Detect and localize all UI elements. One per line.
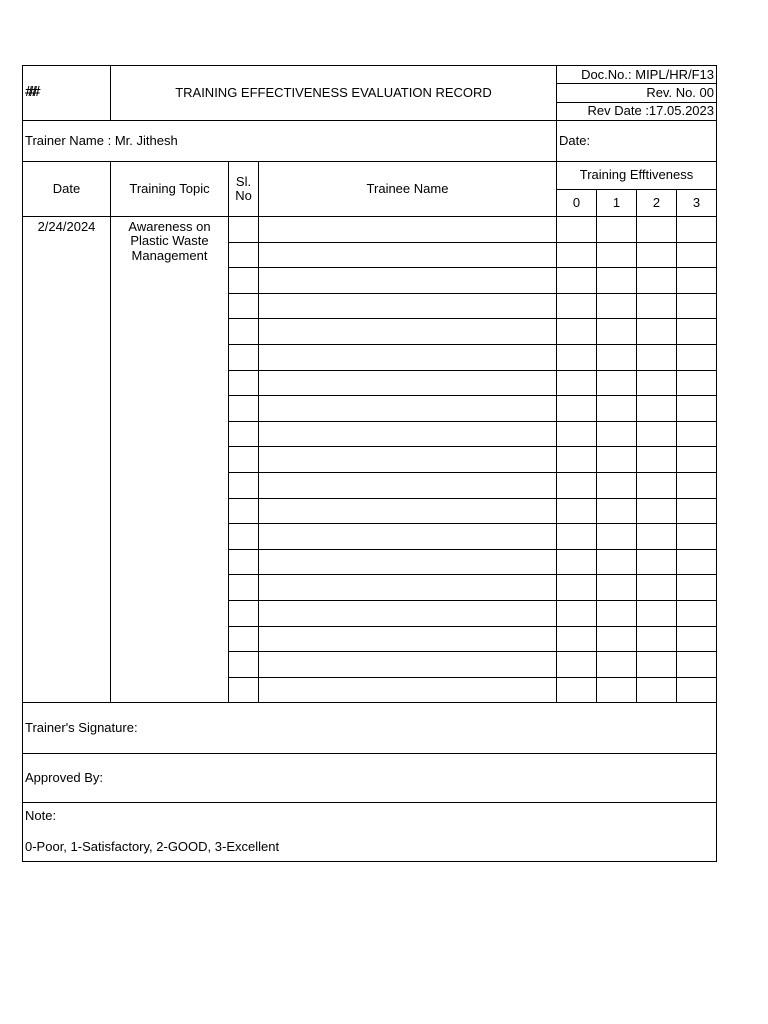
score-cell-3[interactable]: [677, 472, 717, 498]
evaluation-table: [22, 65, 717, 862]
score-cell-0[interactable]: [557, 344, 597, 370]
score-cell-3[interactable]: [677, 217, 717, 243]
score-header-3: 3: [677, 190, 717, 217]
score-cell-2[interactable]: [637, 319, 677, 345]
score-cell-0[interactable]: [557, 217, 597, 243]
score-cell-3[interactable]: [677, 268, 717, 294]
slno-cell[interactable]: [229, 524, 259, 550]
score-cell-3[interactable]: [677, 677, 717, 703]
score-cell-2[interactable]: [637, 524, 677, 550]
slno-cell[interactable]: [229, 600, 259, 626]
score-cell-3[interactable]: [677, 242, 717, 268]
trainee-name-cell[interactable]: [259, 370, 557, 396]
trainee-column-header: Trainee Name: [259, 162, 557, 217]
score-cell-2[interactable]: [637, 677, 677, 703]
trainee-name-cell[interactable]: [259, 293, 557, 319]
trainee-name-cell[interactable]: [259, 472, 557, 498]
trainee-name-cell[interactable]: [259, 396, 557, 422]
slno-cell[interactable]: [229, 472, 259, 498]
score-cell-1[interactable]: [597, 626, 637, 652]
score-cell-0[interactable]: [557, 370, 597, 396]
score-header-2: 2: [637, 190, 677, 217]
score-cell-2[interactable]: [637, 472, 677, 498]
score-cell-0[interactable]: [557, 524, 597, 550]
score-cell-3[interactable]: [677, 293, 717, 319]
score-cell-0[interactable]: [557, 447, 597, 473]
training-date-value: 2/24/2024: [23, 217, 111, 703]
trainee-name-cell[interactable]: [259, 524, 557, 550]
trainee-name-cell[interactable]: [259, 575, 557, 601]
score-cell-2[interactable]: [637, 498, 677, 524]
score-header-0: 0: [557, 190, 597, 217]
score-cell-2[interactable]: [637, 600, 677, 626]
trainee-name-cell[interactable]: [259, 344, 557, 370]
score-cell-3[interactable]: [677, 524, 717, 550]
score-cell-3[interactable]: [677, 549, 717, 575]
score-cell-1[interactable]: [597, 600, 637, 626]
entry-rows: [23, 217, 717, 703]
trainee-name-cell[interactable]: [259, 626, 557, 652]
score-cell-2[interactable]: [637, 268, 677, 294]
score-cell-1[interactable]: [597, 677, 637, 703]
note-label: Note:: [25, 808, 57, 824]
effectiveness-column-header: Training Efftiveness: [557, 162, 717, 190]
trainee-name-cell[interactable]: [259, 447, 557, 473]
revision-date: Rev Date :17.05.2023: [557, 102, 717, 120]
trainee-name-cell[interactable]: [259, 498, 557, 524]
score-cell-0[interactable]: [557, 472, 597, 498]
score-cell-2[interactable]: [637, 217, 677, 243]
score-cell-2[interactable]: [637, 242, 677, 268]
score-cell-3[interactable]: [677, 447, 717, 473]
score-cell-0[interactable]: [557, 549, 597, 575]
score-cell-3[interactable]: [677, 319, 717, 345]
score-cell-0[interactable]: [557, 626, 597, 652]
score-cell-1[interactable]: [597, 293, 637, 319]
score-cell-1[interactable]: [597, 319, 637, 345]
score-cell-0[interactable]: [557, 600, 597, 626]
score-cell-1[interactable]: [597, 524, 637, 550]
slno-cell[interactable]: [229, 498, 259, 524]
approved-by-label: Approved By:: [23, 754, 717, 803]
score-cell-1[interactable]: [597, 370, 637, 396]
slno-column-header: Sl. No: [229, 162, 259, 217]
training-topic-value: Awareness on Plastic Waste Management: [111, 217, 229, 703]
trainer-date: Date:: [557, 121, 717, 162]
trainee-name-cell[interactable]: [259, 421, 557, 447]
score-cell-2[interactable]: [637, 396, 677, 422]
table-row: [23, 217, 717, 243]
slno-cell[interactable]: [229, 626, 259, 652]
score-cell-2[interactable]: [637, 344, 677, 370]
score-cell-2[interactable]: [637, 447, 677, 473]
score-cell-1[interactable]: [597, 575, 637, 601]
score-cell-1[interactable]: [597, 447, 637, 473]
topic-column-header: Training Topic: [111, 162, 229, 217]
score-cell-2[interactable]: [637, 652, 677, 678]
score-cell-2[interactable]: [637, 293, 677, 319]
score-cell-3[interactable]: [677, 575, 717, 601]
slno-cell[interactable]: [229, 677, 259, 703]
score-cell-0[interactable]: [557, 268, 597, 294]
score-header-1: 1: [597, 190, 637, 217]
trainee-name-cell[interactable]: [259, 600, 557, 626]
score-cell-3[interactable]: [677, 626, 717, 652]
note-block: [23, 803, 717, 862]
score-cell-3[interactable]: [677, 396, 717, 422]
form-title: TRAINING EFFECTIVENESS EVALUATION RECORD: [111, 66, 557, 121]
score-cell-0[interactable]: [557, 396, 597, 422]
score-cell-3[interactable]: [677, 498, 717, 524]
trainee-name-cell[interactable]: [259, 677, 557, 703]
slno-cell[interactable]: [229, 421, 259, 447]
score-cell-2[interactable]: [637, 421, 677, 447]
slno-cell[interactable]: [229, 549, 259, 575]
score-cell-1[interactable]: [597, 242, 637, 268]
revision-number: Rev. No. 00: [557, 84, 717, 102]
slno-cell[interactable]: [229, 344, 259, 370]
score-cell-1[interactable]: [597, 472, 637, 498]
score-cell-3[interactable]: [677, 344, 717, 370]
slno-cell[interactable]: [229, 396, 259, 422]
slno-cell[interactable]: [229, 447, 259, 473]
training-evaluation-form: [22, 65, 716, 862]
slno-cell[interactable]: [229, 242, 259, 268]
score-cell-0[interactable]: [557, 319, 597, 345]
slno-cell[interactable]: [229, 370, 259, 396]
score-cell-1[interactable]: [597, 498, 637, 524]
trainer-signature-label: Trainer's Signature:: [23, 703, 717, 754]
score-cell-1[interactable]: [597, 421, 637, 447]
company-logo: ###: [23, 66, 111, 121]
score-cell-1[interactable]: [597, 217, 637, 243]
trainee-name-cell[interactable]: [259, 217, 557, 243]
score-cell-0[interactable]: [557, 652, 597, 678]
slno-cell[interactable]: [229, 293, 259, 319]
score-cell-1[interactable]: [597, 652, 637, 678]
score-cell-2[interactable]: [637, 575, 677, 601]
slno-cell[interactable]: [229, 575, 259, 601]
trainee-name-cell[interactable]: [259, 268, 557, 294]
score-cell-3[interactable]: [677, 600, 717, 626]
score-cell-0[interactable]: [557, 421, 597, 447]
score-cell-1[interactable]: [597, 549, 637, 575]
trainer-name: Trainer Name : Mr. Jithesh: [23, 121, 557, 162]
trainee-name-cell[interactable]: [259, 549, 557, 575]
score-cell-0[interactable]: [557, 677, 597, 703]
score-cell-3[interactable]: [677, 652, 717, 678]
trainee-name-cell[interactable]: [259, 242, 557, 268]
score-cell-2[interactable]: [637, 549, 677, 575]
slno-cell[interactable]: [229, 652, 259, 678]
note-text: 0-Poor, 1-Satisfactory, 2-GOOD, 3-Excellent: [25, 838, 280, 854]
score-cell-1[interactable]: [597, 344, 637, 370]
doc-number: Doc.No.: MIPL/HR/F13: [557, 66, 717, 84]
slno-cell[interactable]: [229, 319, 259, 345]
score-cell-0[interactable]: [557, 498, 597, 524]
trainee-name-cell[interactable]: [259, 319, 557, 345]
date-column-header: Date: [23, 162, 111, 217]
score-cell-1[interactable]: [597, 396, 637, 422]
trainee-name-cell[interactable]: [259, 652, 557, 678]
score-cell-1[interactable]: [597, 268, 637, 294]
slno-cell[interactable]: [229, 268, 259, 294]
score-cell-0[interactable]: [557, 575, 597, 601]
score-cell-2[interactable]: [637, 370, 677, 396]
score-cell-0[interactable]: [557, 293, 597, 319]
slno-cell[interactable]: [229, 217, 259, 243]
score-cell-3[interactable]: [677, 370, 717, 396]
score-cell-0[interactable]: [557, 242, 597, 268]
score-cell-2[interactable]: [637, 626, 677, 652]
score-cell-3[interactable]: [677, 421, 717, 447]
